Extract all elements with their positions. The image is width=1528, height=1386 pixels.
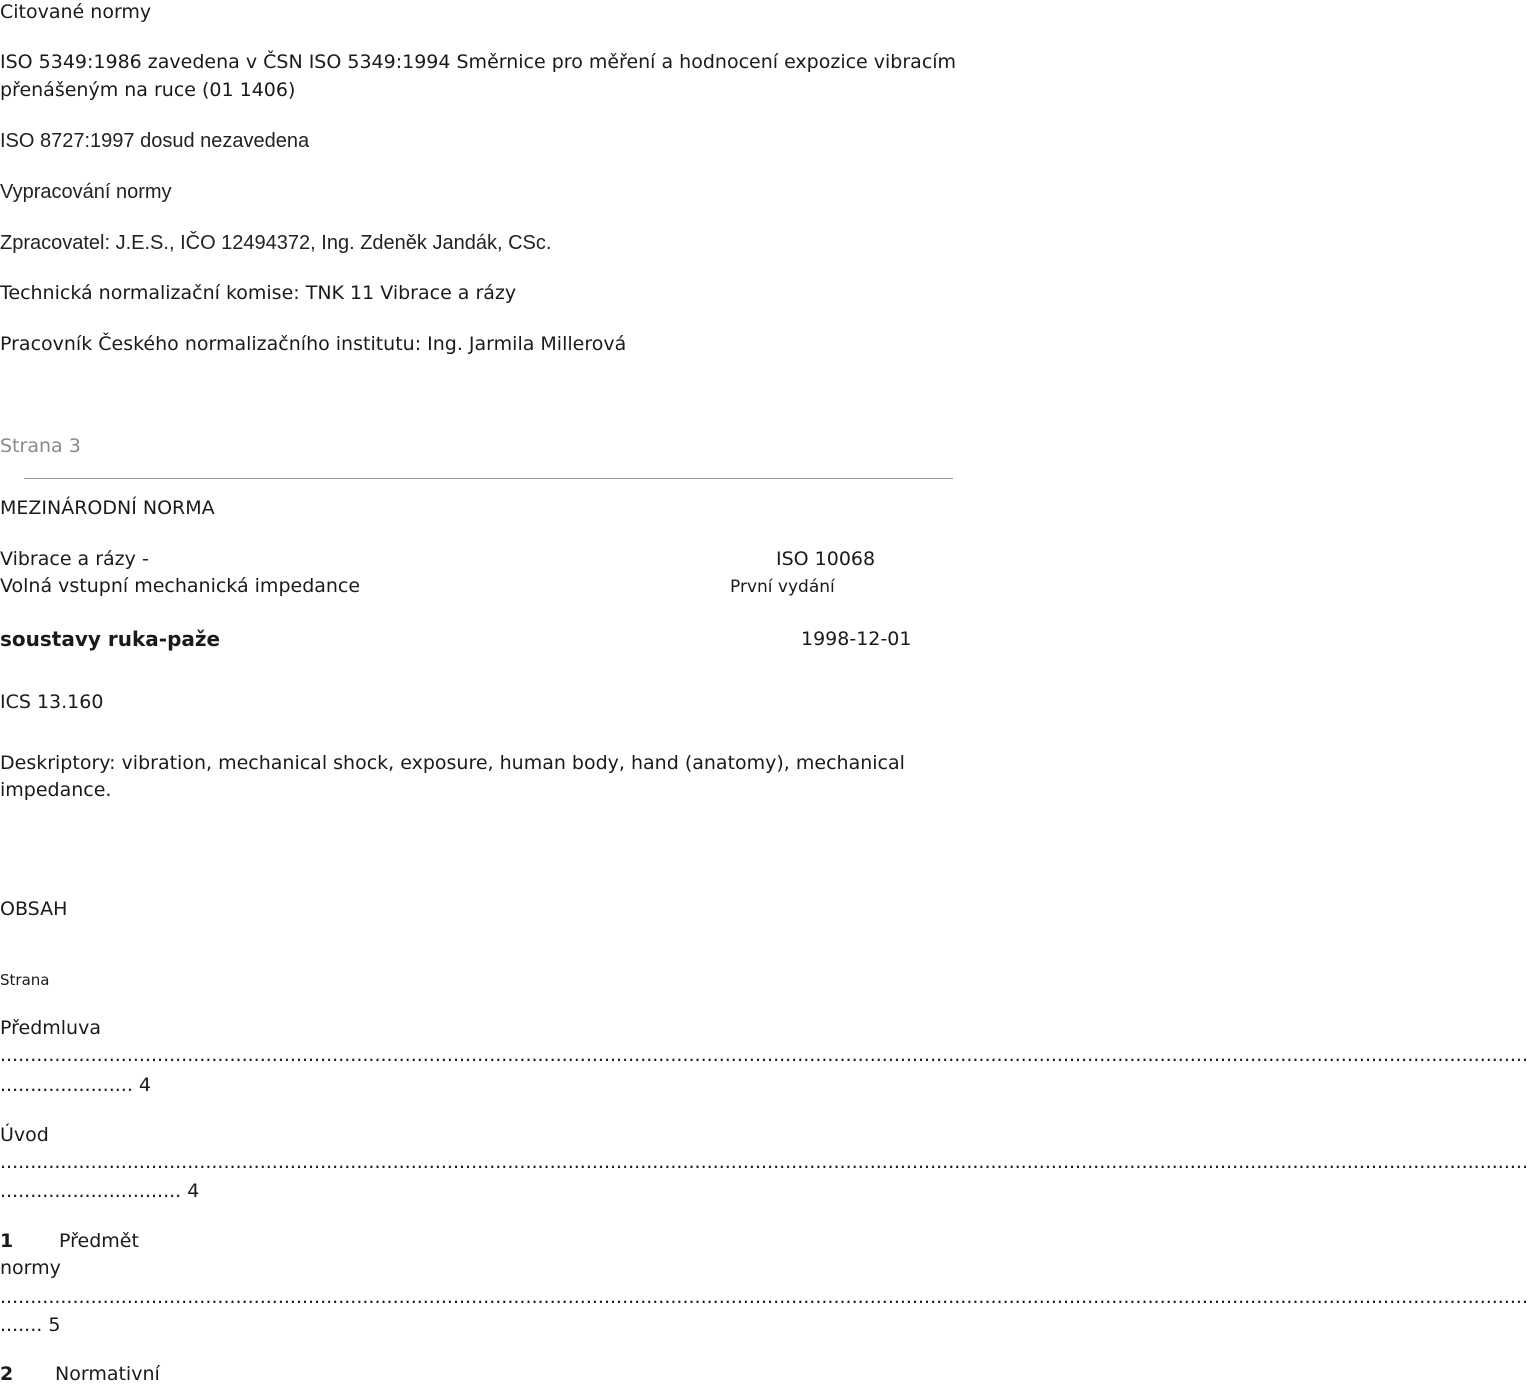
toc-item-page: [0, 1075, 151, 1097]
toc-item-number: 1: [0, 1230, 14, 1252]
toc-item-title[interactable]: Předmět: [59, 1230, 139, 1252]
standard-title-line-3: soustavy ruka-paže: [0, 627, 221, 651]
toc-dot-leader: .............................................................................................................................................................................................................................................................: [0, 1151, 1528, 1173]
standard-kind: MEZINÁRODNÍ NORMA: [0, 497, 215, 519]
toc-dot-leader-short: ....: [0, 1314, 25, 1336]
standard-edition: První vydání: [730, 577, 835, 597]
toc-item-title-continued[interactable]: normy: [0, 1257, 61, 1279]
page-label: Strana 3: [0, 435, 81, 457]
toc-item-page-number: ... 4: [114, 1074, 152, 1096]
standard-number: ISO 10068: [776, 548, 876, 570]
standard-title-line-2: Volná vstupní mechanická impedance: [0, 575, 361, 597]
descriptors-line-1: Deskriptory: vibration, mechanical shock, exposure, human body, hand (anatomy), mechanical: [0, 752, 905, 774]
descriptors-line-2: impedance.: [0, 779, 112, 801]
cited-line-2: ISO 8727:1997 dosud nezavedena: [0, 130, 310, 152]
toc-dot-leader-short: ...........................: [0, 1180, 164, 1202]
standard-date: 1998-12-01: [801, 628, 912, 650]
toc-dot-leader: .............................................................................................................................................................................................................................................................: [0, 1286, 1528, 1308]
section-heading-cited: Citované normy: [0, 1, 152, 23]
toc-item-title[interactable]: Normativní: [55, 1363, 160, 1385]
standard-title-line-1: Vibrace a rázy -: [0, 548, 149, 570]
cited-line-1b: přenášeným na ruce (01 1406): [0, 79, 296, 101]
worker-line: Pracovník Českého normalizačního institutu: Ing. Jarmila Millerová: [0, 333, 627, 355]
horizontal-divider: [24, 478, 953, 479]
toc-item-page-number: ... 5: [24, 1314, 61, 1336]
toc-dot-leader: .............................................................................................................................................................................................................................................................: [0, 1044, 1528, 1066]
cited-line-1a: ISO 5349:1986 zavedena v ČSN ISO 5349:1994 Směrnice pro měření a hodnocení expozice vibracím: [0, 51, 957, 73]
toc-page-column-label: Strana: [0, 971, 50, 989]
toc-item-page: [0, 1181, 199, 1203]
toc-heading: OBSAH: [0, 898, 68, 920]
toc-item-page-number: ... 4: [163, 1180, 200, 1202]
author-line: Zpracovatel: J.E.S., IČO 12494372, Ing. Zdeněk Jandák, CSc.: [0, 232, 552, 254]
section-heading-elaboration: Vypracování normy: [0, 181, 172, 203]
committee-line: Technická normalizační komise: TNK 11 Vibrace a rázy: [0, 282, 517, 304]
toc-dot-leader-short: ...................: [0, 1074, 115, 1096]
toc-item-number: 2: [0, 1363, 14, 1385]
toc-item-title[interactable]: Předmluva: [0, 1017, 101, 1039]
toc-item-page: [0, 1315, 60, 1337]
ics-code: ICS 13.160: [0, 691, 104, 713]
toc-item-title[interactable]: Úvod: [0, 1124, 49, 1146]
